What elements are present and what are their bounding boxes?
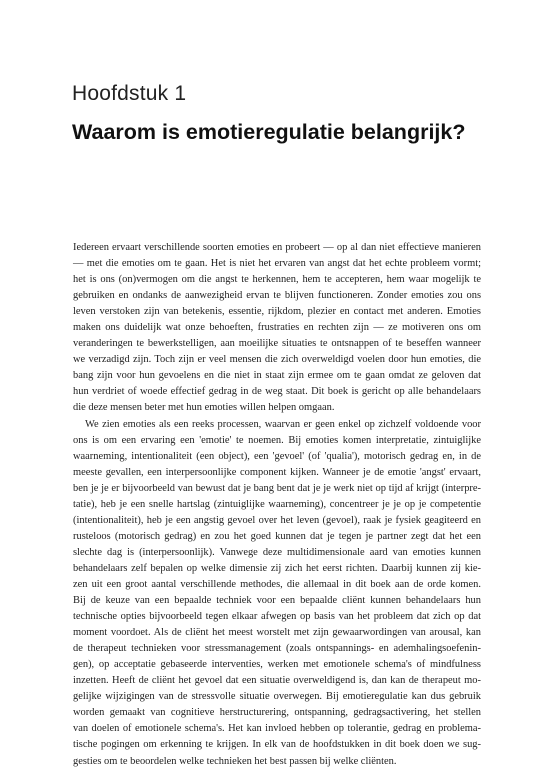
text-line: worden gemaakt van cognitieve herstructurering, ontspanning, gedragsactivering, het stellen: [73, 707, 481, 719]
chapter-label: Hoofdstuk 1: [72, 82, 187, 105]
text-line: We zien emoties als een reeks processen, waarvan er geen enkel op zichzelf voldoende voor: [85, 418, 481, 430]
text-line: van doelen of emotionele schema's. Het kan invloed hebben op tolerantie, gedrag en problema-: [73, 723, 481, 735]
text-line: technische opties bijvoorbeeld tegen elkaar afwegen op basis van het probleem dat zich op dat: [73, 611, 481, 623]
body-text: [73, 240, 481, 770]
text-line: leven verstoken zijn van betekenis, essentie, rijkdom, plezier en contact met anderen. Emoties: [73, 306, 481, 318]
text-line: gebruiken en ondanks de aanwezigheid ervan te blijven functioneren. Zonder emoties zou ons: [73, 290, 481, 302]
paragraph-2: [73, 417, 481, 770]
text-line: moment voordoet. Als de cliënt het meest worstelt met zijn gewaarwordingen van arousal, kan: [73, 627, 481, 639]
paragraph-1: [73, 240, 481, 417]
text-line: maken ons duidelijk wat onze behoeften, frustraties en rechten zijn — ze motiveren ons om: [73, 322, 481, 334]
text-line: de therapeut technieken voor stressmanagement (zoals ontspannings- en ademhalingsoefenin-: [73, 643, 481, 655]
text-line: slechte dag is (interpersoonlijk). Vanwege deze multidimensionale aard van emoties kunnen: [73, 546, 481, 558]
text-line: waarneming, intentionaliteit (een object), een 'gevoel' (of 'qualia'), motorisch gedrag en, in de: [73, 450, 481, 462]
text-line: Bij de keuze van een bepaalde techniek voor een bepaalde cliënt kunnen behandelaars hun: [73, 595, 481, 607]
text-line: ben je je er bijvoorbeeld van bewust dat je bang bent dat je je werk niet op tijd af krijgt (interpre-: [73, 482, 481, 494]
text-line: — met die emoties om te gaan. Het is niet het ervaren van angst dat het echte probleem vormt;: [73, 258, 481, 270]
text-line: hun verdriet of woede effectief gedrag in de weg staat. Dit boek is gericht op alle behandelaars: [73, 386, 481, 398]
text-line: die deze mensen beter met hun emoties willen helpen omgaan.: [73, 402, 335, 414]
text-line: zen uit een groot aantal verschillende methodes, die allemaal in dit boek aan de orde komen.: [73, 578, 481, 590]
text-line: we verzadigd zijn. Toch zijn er veel mensen die zich overweldigd voelen door hun emoties, die: [73, 354, 481, 366]
chapter-title: Waarom is emotieregulatie belangrijk?: [72, 120, 466, 144]
text-line: tatie), heb je een snelle hartslag (zintuiglijke waarneming), concentreer je je op je competentie: [73, 498, 481, 510]
text-line: tische pogingen om erkenning te krijgen. In elk van de hoofdstukken in dit boek doen we sug-: [73, 739, 481, 751]
text-line: behandelaars zelf bepalen op welke dimensie zij zich het eerst richten. Daarbij kunnen zij kie-: [73, 562, 481, 574]
text-line: ons is om een ervaring een 'emotie' te noemen. Bij emoties komen interpretatie, zintuiglijke: [73, 434, 481, 446]
text-line: gesties om te beoordelen welke technieken het best passen bij welke cliënten.: [73, 755, 397, 767]
text-line: Iedereen ervaart verschillende soorten emoties en probeert — op al dan niet effectieve manieren: [73, 242, 481, 253]
text-line: meeste gevallen, een interpersoonlijke component kijken. Wanneer je de emotie 'angst' ervaart,: [73, 466, 481, 478]
text-line: rusteloos (motorisch gedrag) en zou het goed kunnen dat je tegen je partner zegt dat het een: [73, 530, 481, 542]
text-line: bang zijn voor hun gevoelens en die niet in staat zijn ermee om te gaan omdat ze geloven dat: [73, 370, 481, 382]
text-line: het is ons (on)vermogen om die angst te herkennen, hem te accepteren, hem waar mogelijk te: [73, 274, 481, 286]
text-line: gen), op acceptatie gebaseerde interventies, werken met emotionele schema's of mindfulness: [73, 659, 481, 671]
text-line: (intentionaliteit), heb je een angstig gevoel over het leven (gevoel), raak je fysiek geagiteerd en: [73, 514, 481, 526]
text-line: inzetten. Heeft de cliënt het gevoel dat een situatie overweldigend is, dan kan de therapeut mo-: [73, 675, 481, 687]
text-line: gelijke wijzigingen van de stressvolle situatie overwegen. Bij emotieregulatie kan dus gebruik: [73, 691, 481, 703]
text-line: veranderingen te bewerkstelligen, aan moeilijke situaties te ontsnappen of te beseffen wanneer: [73, 338, 481, 350]
